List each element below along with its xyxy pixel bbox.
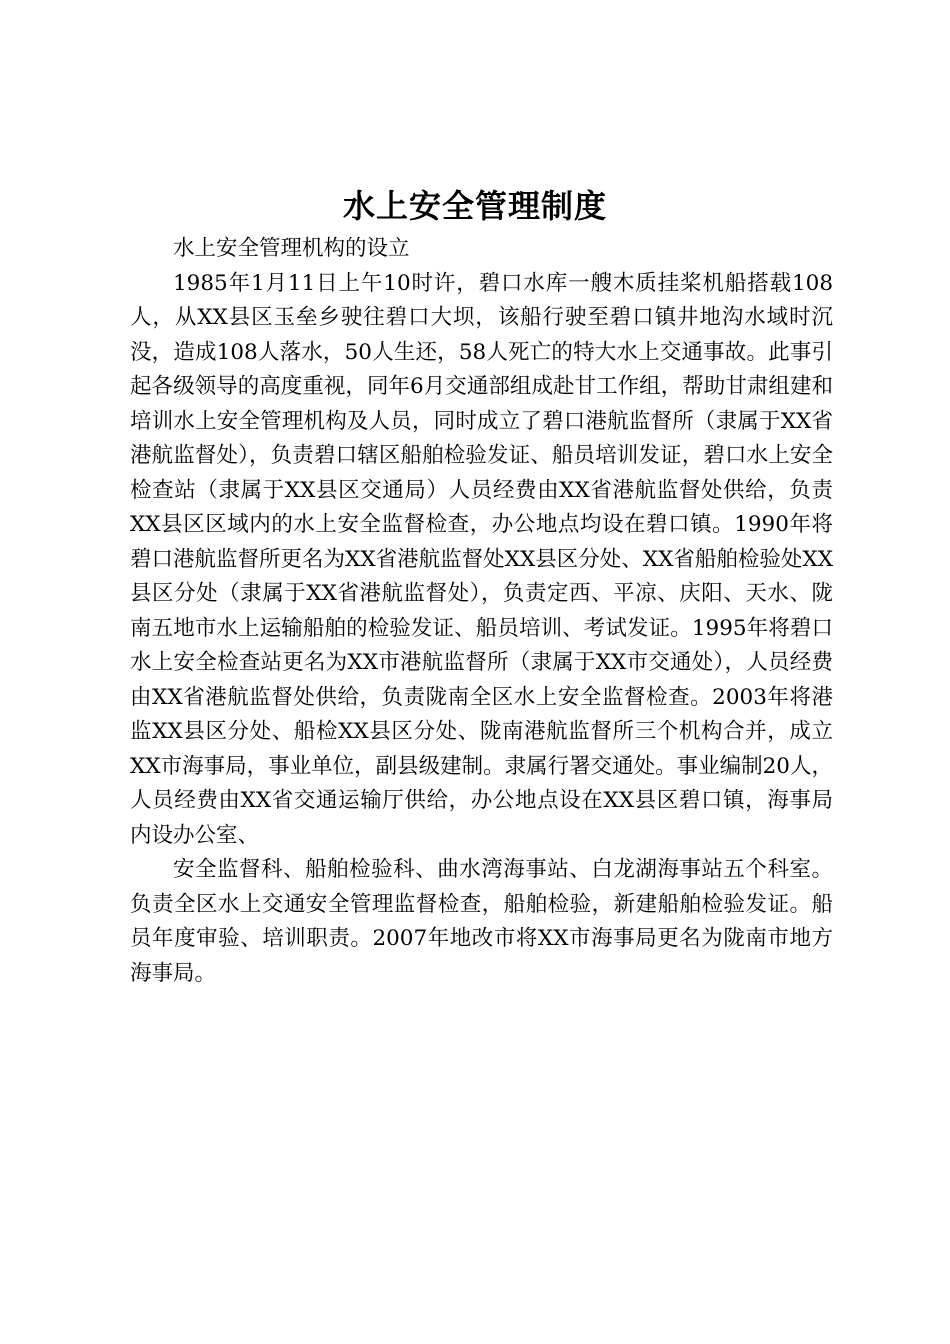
document-title: 水上安全管理制度 bbox=[342, 187, 607, 225]
body-paragraph: 1985年1月11日上午10时许，碧口水库一艘木质挂桨机船搭载108人，从XX县区玉垒乡驶往碧口大坝，该船行驶至碧口镇井地沟水域时沉没，造成108人落水，50人生还，58人死亡的特大水上交通事故。此事引起各级领导的高度重视，同年6月交通部组成赴甘工作组，帮助甘肃组建和培训水上安全管理机构及人员，同时成立了碧口港航监督所（隶属于XX省港航监督处），负责碧口辖区船舶检验发证、船员培训发证，碧口水上安全检查站（隶属于XX县区交通局）人员经费由XX省港航监督处供给，负责XX县区区域内的水上安全监督检查，办公地点均设在碧口镇。1990年将碧口港航监督所更名为XX省港航监督处XX县区分处、XX省船舶检验处XX县区分处（隶属于XX省港航监督处），负责定西、平凉、庆阳、天水、陇南五地市水上运输船舶的检验发证、船员培训、考试发证。1995年将碧口水上安全检查站更名为XX市港航监督所（隶属于XX市交通处），人员经费由XX省港航监督处供给，负责陇南全区水上安全监督检查。2003年将港监XX县区分处、船检XX县区分处、陇南港航监督所三个机构合并，成立XX市海事局，事业单位，副县级建制。隶属行署交通处。事业编制20人，人员经费由XX省交通运输厅供给，办公地点设在XX县区碧口镇，海事局内设办公室、 bbox=[130, 270, 833, 848]
section-heading: 水上安全管理机构的设立 bbox=[173, 236, 410, 261]
body-paragraph: 安全监督科、船舶检验科、曲水湾海事站、白龙湖海事站五个科室。负责全区水上交通安全管理监督检查，船舶检验，新建船舶检验发证。船员年度审验、培训职责。2007年地改市将XX市海事局更名为陇南市地方海事局。 bbox=[130, 857, 833, 986]
document-body bbox=[130, 232, 833, 991]
